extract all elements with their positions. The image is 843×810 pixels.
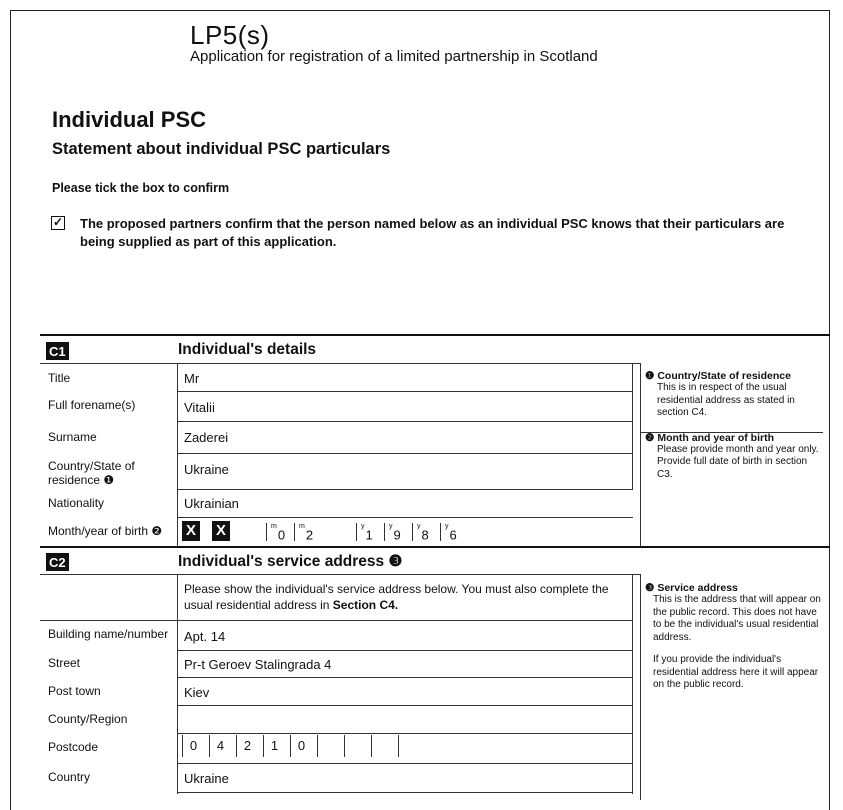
digit-prefix: m <box>271 523 277 530</box>
postcode-char[interactable] <box>344 735 366 757</box>
c1-badge: C1 <box>46 342 69 360</box>
confirm-checkbox[interactable]: ✓ <box>52 215 64 229</box>
birth-month-digit[interactable] <box>294 523 316 541</box>
forename-label: Full forename(s) <box>48 398 136 412</box>
postcode-char[interactable] <box>317 735 339 757</box>
note-birth-text: Please provide month and year only. Provide full date of birth in section C3. <box>657 443 819 480</box>
c2-instruction-section-ref: Section C4. <box>332 598 399 612</box>
building-value[interactable]: Apt. 14 <box>184 629 226 644</box>
digit-value: 8 <box>421 527 429 543</box>
row-rule <box>40 620 633 621</box>
title-value[interactable]: Mr <box>184 371 200 386</box>
postcode-char[interactable]: 0 <box>182 735 204 757</box>
digit-prefix: y <box>445 523 449 530</box>
c1-notes-divider <box>640 363 641 546</box>
birth-year-digit[interactable] <box>412 523 434 541</box>
street-value[interactable]: Pr-t Geroev Stalingrada 4 <box>184 657 332 672</box>
row-rule <box>177 733 633 734</box>
postcode-char[interactable]: 1 <box>263 735 285 757</box>
town-label: Post town <box>48 684 101 698</box>
title-label: Title <box>48 371 71 385</box>
birth-year-digit[interactable] <box>440 523 462 541</box>
birth-label: Month/year of birth ❷ <box>48 524 163 538</box>
c1-notes <box>645 370 823 481</box>
c1-field-right-edge <box>632 363 633 489</box>
row-rule <box>177 517 633 518</box>
form-subtitle: Application for registration of a limited partnership in Scotland <box>190 48 598 65</box>
digit-value: 9 <box>393 527 401 543</box>
c2-section-title: Individual's service address ❸ <box>178 553 403 570</box>
digit-value: 0 <box>277 527 286 543</box>
note-birth-title: ❷ Month and year of birth <box>645 431 774 444</box>
c2-label-divider <box>177 574 178 794</box>
note-service-text: This is the address that will appear on the public record. This does not have to be the individual's usual residential address. <box>653 594 821 643</box>
c2-field-right-edge <box>632 574 633 794</box>
note-country-text: This is in respect of the usual residential address as stated in section C4. <box>657 382 795 418</box>
town-value[interactable]: Kiev <box>184 685 210 700</box>
c1-section-title: Individual's details <box>178 341 317 358</box>
digit-value: 2 <box>305 527 314 543</box>
birth-month-digit[interactable] <box>266 523 288 541</box>
c2-header-rule <box>40 574 640 575</box>
row-rule <box>177 792 633 793</box>
row-rule <box>177 650 633 651</box>
row-rule <box>177 391 633 392</box>
postcode-char[interactable]: 2 <box>236 735 258 757</box>
row-rule <box>177 421 633 422</box>
note-country-title: ❶ Country/State of residence <box>645 370 791 382</box>
digit-prefix: m <box>299 523 305 530</box>
building-label: Building name/number <box>48 627 169 641</box>
forename-value[interactable]: Vitalii <box>184 400 215 415</box>
row-rule <box>177 705 633 706</box>
birth-year-digit[interactable] <box>356 523 378 541</box>
nationality-label: Nationality <box>48 496 105 510</box>
postcode-label: Postcode <box>48 740 99 754</box>
birth-day-mask: X <box>212 521 230 541</box>
county-label: County/Region <box>48 712 128 726</box>
country-residence-label: Country/State of residence ❶ <box>48 459 135 487</box>
c2-instruction <box>184 581 630 613</box>
c2-instruction-text: Please show the individual's service address below. You must also complete the usual residential address in <box>184 582 609 612</box>
birth-year-digit[interactable] <box>384 523 406 541</box>
c2-badge: C2 <box>46 553 69 571</box>
country-residence-value[interactable]: Ukraine <box>184 462 229 477</box>
row-rule <box>177 453 633 454</box>
surname-value[interactable]: Zaderei <box>184 430 229 445</box>
page-title: Individual PSC <box>52 107 207 132</box>
postcode-char[interactable]: 4 <box>209 735 231 757</box>
digit-prefix: y <box>389 523 393 530</box>
digit-value: 1 <box>365 527 373 543</box>
digit-prefix: y <box>361 523 365 530</box>
street-label: Street <box>48 656 81 670</box>
note-service-public: If you provide the individual's residential address here it will appear on the public record. <box>653 654 819 690</box>
note-service-title: ❸ Service address <box>645 582 738 594</box>
row-rule <box>177 677 633 678</box>
digit-value: 6 <box>449 527 457 543</box>
row-rule <box>177 489 633 490</box>
country-value[interactable]: Ukraine <box>184 771 229 786</box>
form-code: LP5(s) <box>190 20 270 50</box>
note-divider <box>640 432 823 433</box>
c2-top-rule <box>40 546 830 548</box>
digit-prefix: y <box>417 523 421 530</box>
tick-instruction: Please tick the box to confirm <box>52 181 230 195</box>
c1-top-rule <box>40 334 830 336</box>
c2-notes-divider <box>640 574 641 800</box>
confirm-statement-text: The proposed partners confirm that the person named below as an individual PSC knows that their particulars are being supplied as part of this application. <box>80 216 785 249</box>
country-label: Country <box>48 770 91 784</box>
postcode-char[interactable] <box>371 735 393 757</box>
postcode-end-rule <box>398 735 399 757</box>
row-rule <box>177 763 633 764</box>
statement-heading: Statement about individual PSC particulars <box>52 140 391 158</box>
c2-notes <box>645 582 823 692</box>
surname-label: Surname <box>48 430 97 444</box>
nationality-value[interactable]: Ukrainian <box>184 496 239 511</box>
c1-header-rule <box>40 363 640 364</box>
postcode-char[interactable]: 0 <box>290 735 312 757</box>
birth-day-mask: X <box>182 521 200 541</box>
